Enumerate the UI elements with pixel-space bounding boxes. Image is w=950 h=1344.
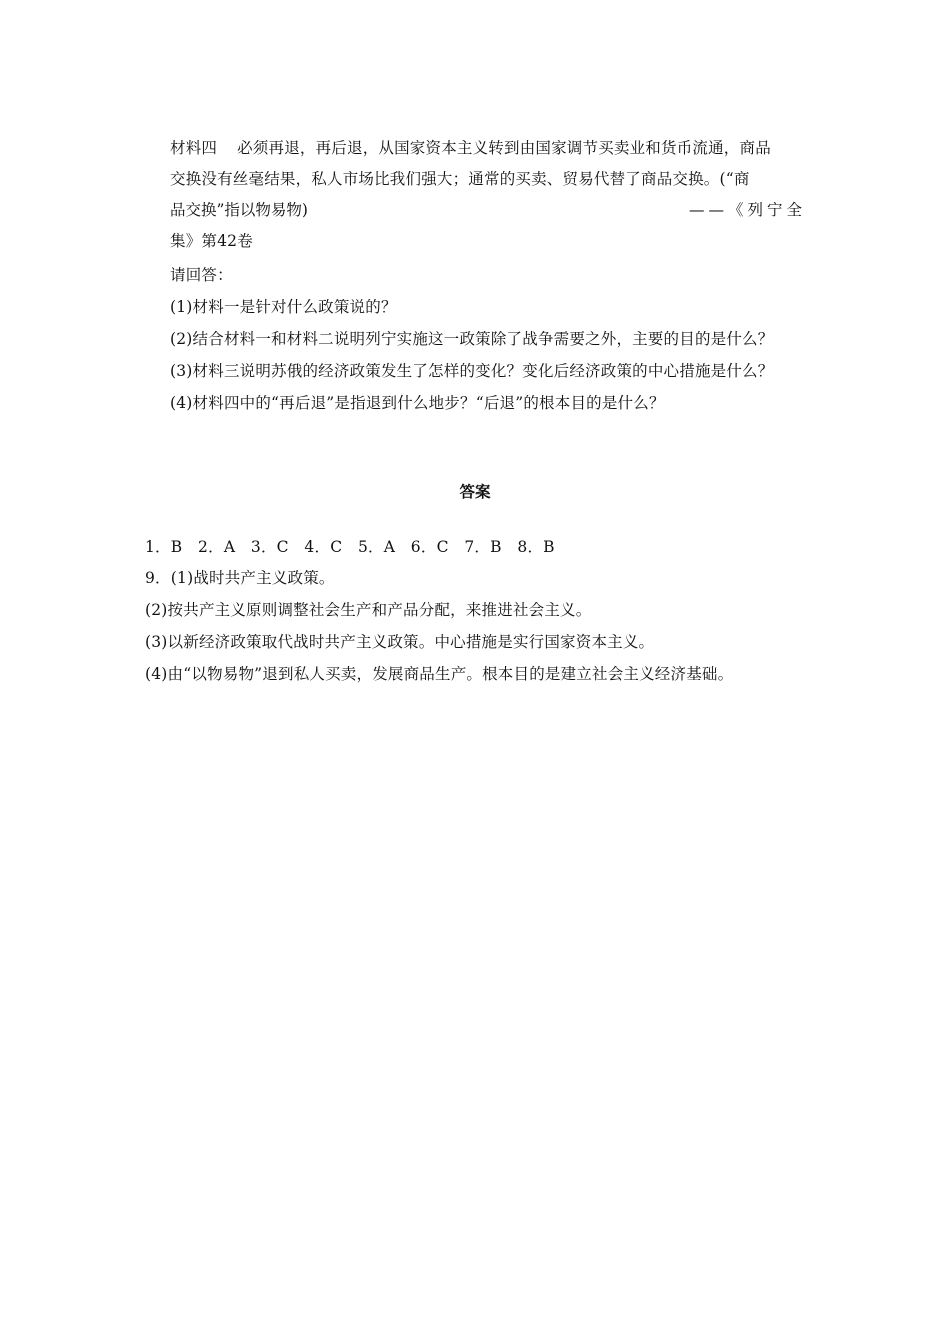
material4-source-end: 集》第42卷: [170, 232, 253, 250]
question-2: (2)结合材料一和材料二说明列宁实施这一政策除了战争需要之外，主要的目的是什么？: [170, 330, 774, 348]
question-1: (1)材料一是针对什么政策说的？: [170, 298, 397, 316]
answer-9-2: (2)按共产主义原则调整社会生产和产品分配，来推进社会主义。: [145, 601, 592, 619]
question-4: (4)材料四中的“再后退”是指退到什么地步？“后退”的根本目的是什么？: [170, 394, 665, 412]
material4-line-2: 交换没有丝毫结果，私人市场比我们强大；通常的买卖、贸易代替了商品交换。(“商: [170, 170, 750, 188]
answer-choices: 1．B 2．A 3．C 4．C 5．A 6．C 7．B 8．B: [145, 538, 555, 556]
material4-label: 材料四: [170, 139, 218, 157]
answer-9-4: (4)由“以物易物”退到私人买卖，发展商品生产。根本目的是建立社会主义经济基础。: [145, 665, 734, 683]
question-3: (3)材料三说明苏俄的经济政策发生了怎样的变化？变化后经济政策的中心措施是什么？: [170, 362, 774, 380]
material4-text-1: 必须再退，再后退，从国家资本主义转到由国家调节买卖业和货币流通，商品: [237, 139, 771, 157]
material4-source: ——《列宁全: [688, 201, 806, 219]
answer-9-1: 9．(1)战时共产主义政策。: [145, 569, 335, 587]
answer-prompt: 请回答：: [170, 266, 233, 284]
material4-text-3: 品交换”指以物易物): [170, 201, 308, 219]
answer-9-3: (3)以新经济政策取代战时共产主义政策。中心措施是实行国家资本主义。: [145, 633, 655, 651]
answers-heading: 答案: [459, 483, 491, 501]
material4-line-1: [170, 138, 771, 158]
material4-line-3: [170, 200, 806, 220]
